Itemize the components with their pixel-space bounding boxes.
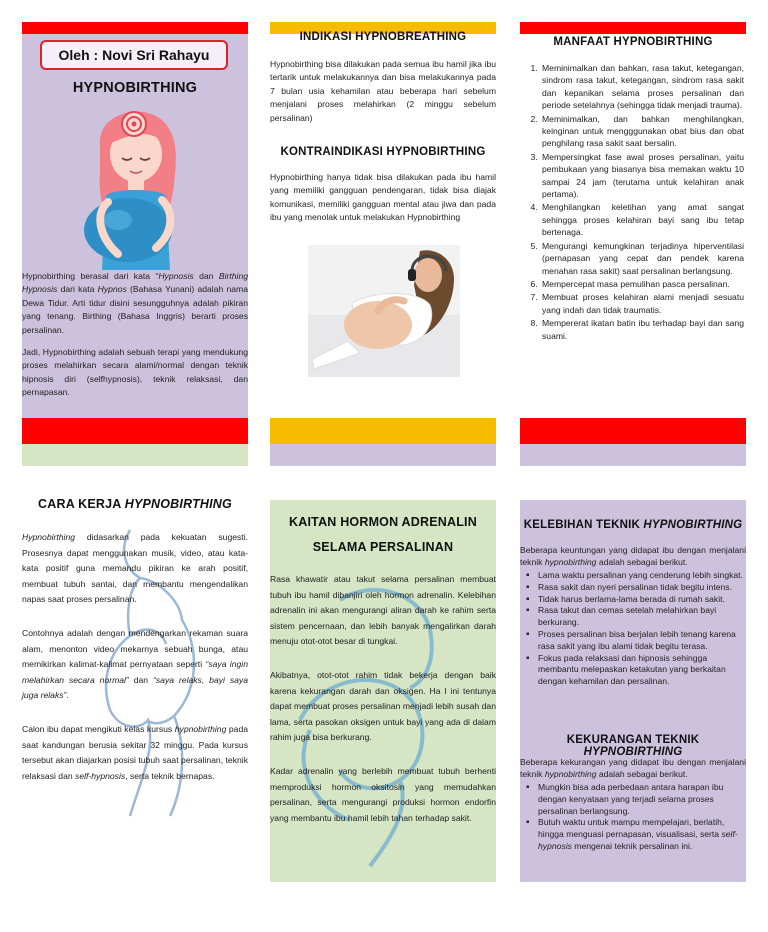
middle-purple-band [270, 444, 496, 466]
manfaat-list [520, 62, 744, 343]
cara-kerja-paragraph-1 [22, 530, 248, 608]
heading-text: CARA KERJA [38, 497, 125, 511]
pregnant-woman-photo [308, 245, 460, 377]
list-item: ▪ Fokus pada relaksasi dan hipnosis sehingga membantu melepaskan ketakutan yang berkaitan dengan kehamilan dan persalinan. [538, 653, 746, 688]
body-text: mengenai teknik persalinan ini. [571, 840, 693, 851]
kekurangan-heading [520, 734, 746, 758]
right-red-band [520, 418, 746, 444]
body-text: Contohnya adalah dengan mendengarkan rekaman suara alam, menonton video mekarnya sebuah bunga, atau memikirkan kalimat-kalimat pernyataan seperti [22, 628, 248, 670]
body-text: Calon ibu dapat mengikuti kelas kursus [22, 724, 175, 734]
body-text: self-hypnosis [538, 829, 738, 851]
kekurangan-list [520, 782, 746, 853]
cara-kerja-heading [22, 497, 248, 511]
body-text: hypnobirthing [174, 724, 227, 734]
left-red-band [22, 418, 248, 444]
body-text: Beberapa keuntungan yang didapat ibu dengan menjalani teknik [520, 545, 746, 567]
list-item: 2. Meminimalkan, dan bahkan menghilangkan, keinginan untuk mengggunakan obat bius dan obat penghilang rasa sakit saat bersalin. [540, 113, 744, 150]
body-text: “saya ingin melahirkan secara normal” [22, 659, 248, 685]
hormon-paragraph-1: Rasa khawatir atau takut selama persalinan membuat tubuh ibu hamil dibanjiri oleh hormon adrenalin. Kelebihan adrenalin ini akan mengurangi aliran darah ke rahim serta sistem pencernaan, dan lebih banyak mengalirkan darah menuju otot-otot besar di tungkai. [270, 574, 496, 647]
list-item: 6. Mempercepat masa pemulihan pasca persalinan. [540, 278, 744, 290]
page-title: HYPNOBIRTHING [72, 80, 198, 96]
list-item: 4. Menghilangkan keletihan yang amat sangat sehingga proses kelahiran bayi sang ibu tetap bertenaga. [540, 201, 744, 238]
hormon-heading-line-1: KAITAN HORMON ADRENALIN [289, 515, 477, 529]
top-right-red-bar [520, 22, 746, 34]
pregnant-woman-illustration [70, 104, 200, 270]
hormon-heading-line-2: SELAMA PERSALINAN [312, 540, 454, 554]
body-text: , serta teknik bernapas. [125, 770, 215, 781]
author-badge: Oleh : Novi Sri Rahayu [40, 40, 228, 70]
list-item: 8. Mempererat ikatan batin ibu terhadap bayi dan sang suami. [540, 317, 744, 342]
list-item: 3. Mempersingkat fase awal proses persalinan, yaitu pembukaan yang biasanya bisa memakan waktu 10 sampai 24 jam (terutama untuk kelahiran anak pertama). [540, 151, 744, 201]
intro-paragraph-1 [22, 270, 248, 337]
list-item [538, 817, 746, 852]
intro-text: Hypnos [97, 284, 127, 295]
list-item: ▪ Rasa takut dan cemas setelah melahirkan bayi berkurang. [538, 605, 746, 629]
heading-text: KEKURANGAN TEKNIK [566, 734, 700, 746]
manfaat-heading: MANFAAT HYPNOBIRTHING [553, 36, 713, 48]
kelebihan-intro [520, 545, 746, 568]
list-item: 1. Meminimalkan dan bahkan, rasa takut, ketegangan, sindrom rasa takut, ketegangan, sindrom rasa sakit dan kepanikan selama proses persalinan dan periode setelahnya (sehingga tidak menjadi trauma). [540, 62, 744, 112]
cara-kerja-paragraph-3 [22, 722, 248, 784]
intro-text: Birthing Hypnosis [22, 271, 248, 295]
indikasi-text: Hypnobirthing bisa dilakukan pada semua ibu hamil jika ibu tertarik untuk melakukannya dan bisa melakukannya pada 7 bulan usia kehamilan atau beberapa hari sebelum menjalani proses melahirkan (2 minggu sebelum persalinan) [270, 59, 496, 123]
intro-text: dan [193, 271, 219, 281]
body-text: adalah sebagai berikut. [596, 556, 688, 567]
kelebihan-list [520, 570, 746, 688]
heading-text: HYPNOBIRTHING [583, 746, 683, 758]
left-green-band [22, 444, 248, 466]
body-text: dan [128, 674, 153, 685]
list-item: ▪ Proses persalinan bisa berjalan lebih tenang karena rasa sakit yang ibu alami tidak begitu terasa. [538, 629, 746, 653]
body-text: Beberapa kekurangan yang didapat ibu dengan menjalani teknik [520, 757, 746, 779]
middle-yellow-band [270, 418, 496, 444]
intro-text: dari kata [57, 284, 98, 295]
kontraindikasi-text: Hypnobirthing hanya tidak bisa dilakukan pada ibu hamil yang memiliki gangguan pendengaran, tidak bisa diajak komunikasi, memiliki gangguan mental atau jiwa dan pada ibu yang menolak untuk melakukan Hypnobirthing [270, 172, 496, 223]
cara-kerja-paragraph-2 [22, 626, 248, 704]
body-text: didasarkan pada kekuatan sugesti. Prosesnya dapat menggunakan musik, video, atau kata-kata positif guna memandu pikiran ke arah positif, membuat tubuh santai, dan membantu mengendalikan napas saat proses persalinan. [22, 532, 248, 605]
body-text: . [66, 690, 69, 701]
hormon-paragraph-3: Kadar adrenalin yang berlebih membuat tubuh berhenti memproduksi hormon oksitosin yang memudahkan persalinan, serta mengurangi produksi hormon endorfin yang membantu ibu hamil lebih tahan terhadap sakit. [270, 766, 496, 823]
heading-text: HYPNOBIRTHING [643, 519, 743, 531]
list-item: 5. Mengurangi kemungkinan terjadinya hiperventilasi (pernapasan yang cepat dan pendek karena menahan rasa sakit) saat persalinan berlangsung. [540, 240, 744, 277]
right-purple-band [520, 444, 746, 466]
body-text: Hypnobirthing [22, 532, 76, 542]
body-text: “saya relaks, bayi saya juga relaks” [22, 674, 249, 701]
kelebihan-heading [520, 519, 746, 531]
list-item: ▪ Mungkin bisa ada perbedaan antara harapan ibu dengan kenyataan yang terjadi selama proses persalinan berlangsung. [538, 782, 746, 817]
intro-text: Hypnobirthing berasal dari kata “ [22, 271, 159, 281]
body-text: hypnobirthing [544, 556, 597, 567]
list-item: 7. Membuat proses kelahiran alami menjadi sesuatu yang indah dan tidak traumatis. [540, 291, 744, 316]
top-left-red-bar [22, 22, 248, 34]
indikasi-heading: INDIKASI HYPNOBREATHING [299, 31, 467, 43]
heading-text: KELEBIHAN TEKNIK [523, 519, 644, 531]
list-item: ▪ Tidak harus berlama-lama berada di rumah sakit. [538, 594, 746, 606]
body-text: adalah sebagai berikut. [596, 768, 688, 779]
list-item: ▪ Rasa sakit dan nyeri persalinan tidak begitu intens. [538, 582, 746, 594]
body-text: Butuh waktu untuk mampu mempelajari, berlatih, hingga menguasi pernapasan, visualisasi, serta [538, 817, 725, 840]
body-text: pada saat kandungan berusia sekitar 32 minggu. Pada kursus tersebut akan diajarkan posisi tubuh saat persalinan, teknik relaksasi dan [22, 724, 249, 781]
intro-text: (Bahasa Yunani) adalah nama Dewa Tidur. Arti tidur disini sesungguhnya adalah pikiran yang tenang. Birthing (Bahasa Inggris) berarti proses persalinan. [22, 284, 248, 335]
heading-text: HYPNOBIRTHING [124, 497, 232, 511]
list-item: ▪ Lama waktu persalinan yang cenderung lebih singkat. [538, 570, 746, 582]
hormon-paragraph-2: Akibatnya, otot-otot rahim tidak bekerja dengan baik karena kekurangan darah dan oksigen. Ha l ini tentunya dapat membuat proses persalinan menjadi lebih susah dan lama, serta pasokan oksigen untuk bayi yang ada di dalam rahim juga bisa berkurang. [270, 670, 496, 743]
kontraindikasi-heading: KONTRAINDIKASI HYPNOBIRTHING [280, 146, 486, 158]
body-text: self-hypnosis [75, 770, 126, 781]
kekurangan-intro [520, 757, 746, 780]
intro-text: Hypnosis [158, 271, 194, 281]
body-text: hypnobirthing [544, 768, 597, 779]
intro-paragraph-2: Jadi, Hypnobirthing adalah sebuah terapi yang mendukung proses melahirkan secara alami/normal dengan teknik hipnosis diri (selfhypnosis), teknik relaksasi, dan pernapasan. [22, 347, 248, 398]
